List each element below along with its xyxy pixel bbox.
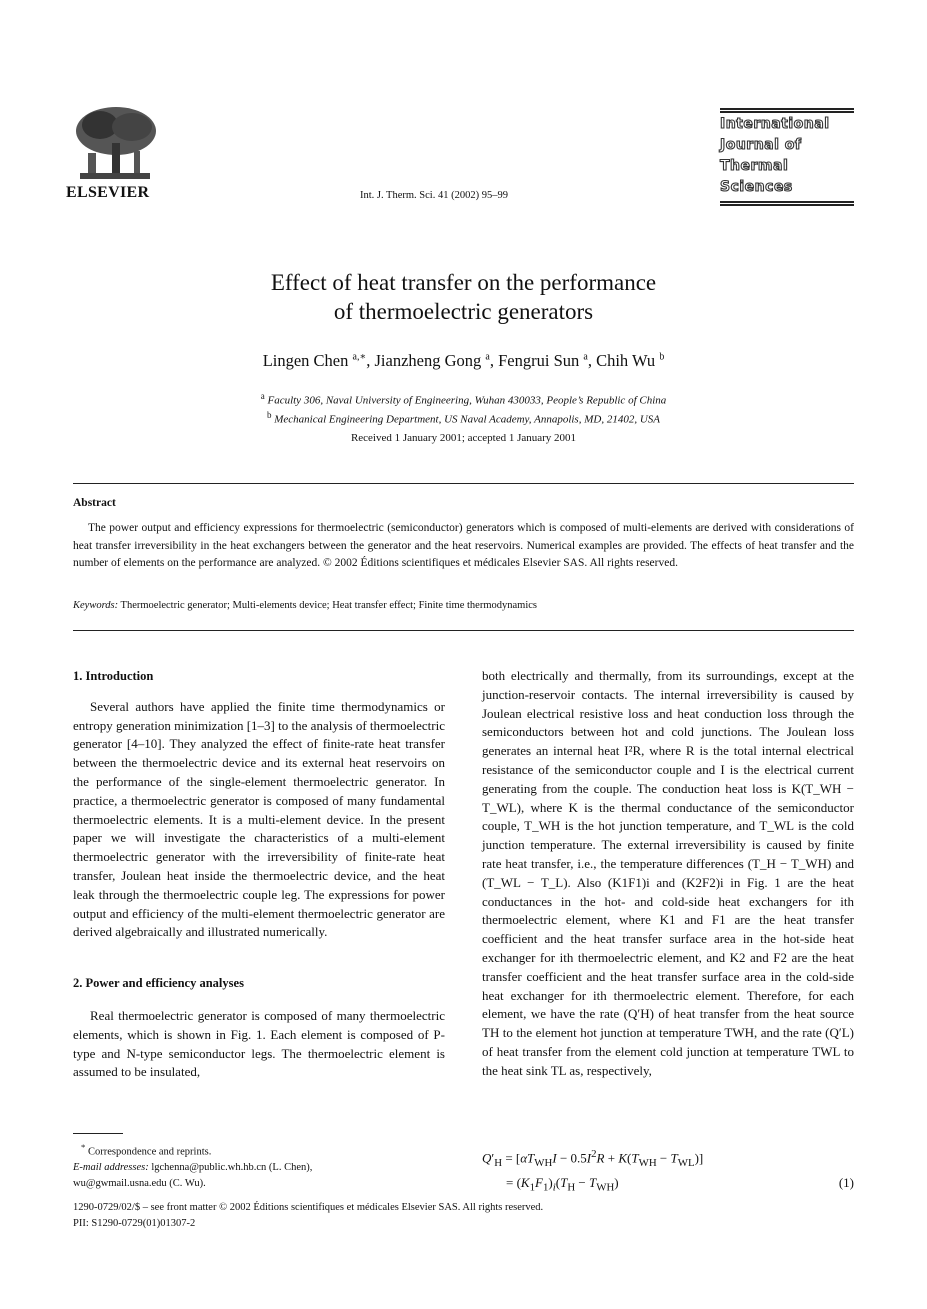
publisher-name: ELSEVIER [66, 184, 150, 201]
footnote: * Correspondence and reprints. E-mail addresses: lgchenna@public.wh.hb.cn (L. Chen), wu@gwmail.usna.edu (C. Wu). [73, 1142, 313, 1189]
author-mark: a,∗ [352, 351, 367, 363]
keywords [73, 600, 537, 611]
author-mark: a [583, 351, 588, 363]
journal-logo-word: Thermal [720, 158, 789, 174]
paragraph: Real thermoelectric generator is composed of many thermoelectric elements, which is shown in Fig. 1. Each element is composed of P-type and N-type semiconductor legs. The thermoelectric element is assumed to be insulated, [73, 1007, 445, 1080]
abstract-text: The power output and efficiency expressions for thermoelectric (semiconductor) generators which is composed of multi-elements are derived with considerations of heat transfer irreversibility in the heat exchangers between the generator and the heat reservoirs. Numerical examples are provided. The effects of heat transfer and the number of elements on the performance are analyzed. © 2002 Éditions scientifiques et médicales Elsevier SAS. All rights reserved. [73, 522, 854, 569]
journal-logo-word: Sciences [720, 179, 793, 195]
author-list: Lingen Chen $^{a,∗}$, Jianzheng Gong $^a$, Fengrui Sun $^a$, Chih Wu $^b$ [262, 351, 665, 370]
paragraph: Several authors have applied the finite time thermodynamics or entropy generation minimization [1–3] to the analysis of thermoelectric generator [4–10]. They analyzed the effect of finite-rate heat transfer between the thermoelectric device and its external heat reservoirs on the performance of the single-element thermoelectric generator. In practice, a thermoelectric generator is composed of many fundamental thermoelectric elements. It is a multi-element device. In the present paper we will investigate the characteristics of a multi-element thermoelectric generator with the irreversibility of finite-rate heat transfer, Joulean heat inside the thermoelectric device, and the heat leak through the thermoelectric couple leg. The expressions for power output and efficiency of the multi-element thermoelectric generator are derived algebraically and illustrated numerically. [73, 698, 445, 940]
author-name: Jianzheng Gong [374, 351, 482, 370]
author-name: Fengrui Sun [498, 351, 580, 370]
author-mark: a [485, 351, 490, 363]
affiliation: $^b$ Mechanical Engineering Department, US Naval Academy, Annapolis, MD, 21402, USA [266, 410, 660, 426]
received-dates: Received 1 January 2001; accepted 1 January 2001 [350, 432, 577, 444]
paragraph: both electrically and thermally, from its surroundings, except at the junction-reservoir contacts. The internal irreversibility is caused by Joulean electrical resistive loss and heat conduction loss through the semiconductors between hot and cold junctions. The Joulean loss generates an internal heat I²R, where R is the total internal electrical resistance of the semiconductor couple and I is the electrical current generating from the couple. The conduction heat loss is K(T_WH − T_WL), where K is the thermal conductance of the semiconductor couple, T_WH is the hot junction temperature, and T_WL is the cold junction temperature. The external irreversibility is caused by finite rate heat transfer, i.e., the temperature differences (T_H − T_WH) and (T_WL − T_L). Also (K1F1)i and (K2F2)i in Fig. 1 are the heat conductances in the hot- and cold-side heat exchangers for ith thermoelectric element, where K1 and F1 are the heat transfer coefficient and the heat transfer surface area in the hot-side heat exchanger for ith thermoelectric element, and K2 and F2 are the heat transfer coefficient and the heat transfer surface area in the cold-side heat exchanger for ith thermoelectric element. Therefore, for each element, we have the rate (Q′H) of heat transfer from the heat source TH to the element hot junction at temperature TWH, and the rate (Q′L) of heat transfer from the element cold junction at temperature TWL to the heat sink TL as, respectively, [482, 668, 854, 1078]
journal-logo-word: International [720, 116, 830, 132]
right-column [482, 667, 854, 1081]
section-heading: 1. Introduction [73, 669, 154, 683]
section-heading: 2. Power and efficiency analyses [73, 976, 244, 991]
journal-logo-word: Journal of [720, 137, 802, 153]
left-column [73, 667, 445, 1082]
divider [73, 483, 854, 484]
elsevier-tree-logo [70, 103, 160, 183]
abstract-heading: Abstract [73, 497, 116, 509]
author-mark: b [659, 351, 665, 363]
footnote-divider [73, 1133, 123, 1134]
article-title: Effect of heat transfer on the performance of thermoelectric generators [270, 270, 657, 324]
keywords-label: Keywords: [73, 600, 119, 611]
author-name: Lingen Chen [262, 351, 349, 370]
author-name: Chih Wu [596, 351, 656, 370]
divider [73, 630, 854, 631]
equation-number: (1) [838, 1174, 854, 1190]
affiliation: $^a$ Faculty 306, Naval University of Engineering, Wuhan 430033, People’s Republic of China [260, 391, 667, 407]
journal-logo [720, 108, 854, 207]
equation-1: $Q'_H = [\alpha T_{WH}I - 0.5I^2R + K(T_{WH} - T_{WL})]$ = $(K_1F_1)_i(T_H - T_{WH})$ (1) [482, 1148, 854, 1194]
journal-citation: Int. J. Therm. Sci. 41 (2002) 95–99 [360, 190, 508, 201]
front-matter-note: 1290-0729/02/$ – see front matter © 2002 Éditions scientifiques et médicales Elsevier SAS. All rights reserved. PII: S1290-0729(01)01307-2 [73, 1202, 544, 1229]
keywords-list: Thermoelectric generator; Multi-elements device; Heat transfer effect; Finite time thermodynamics [120, 600, 537, 611]
